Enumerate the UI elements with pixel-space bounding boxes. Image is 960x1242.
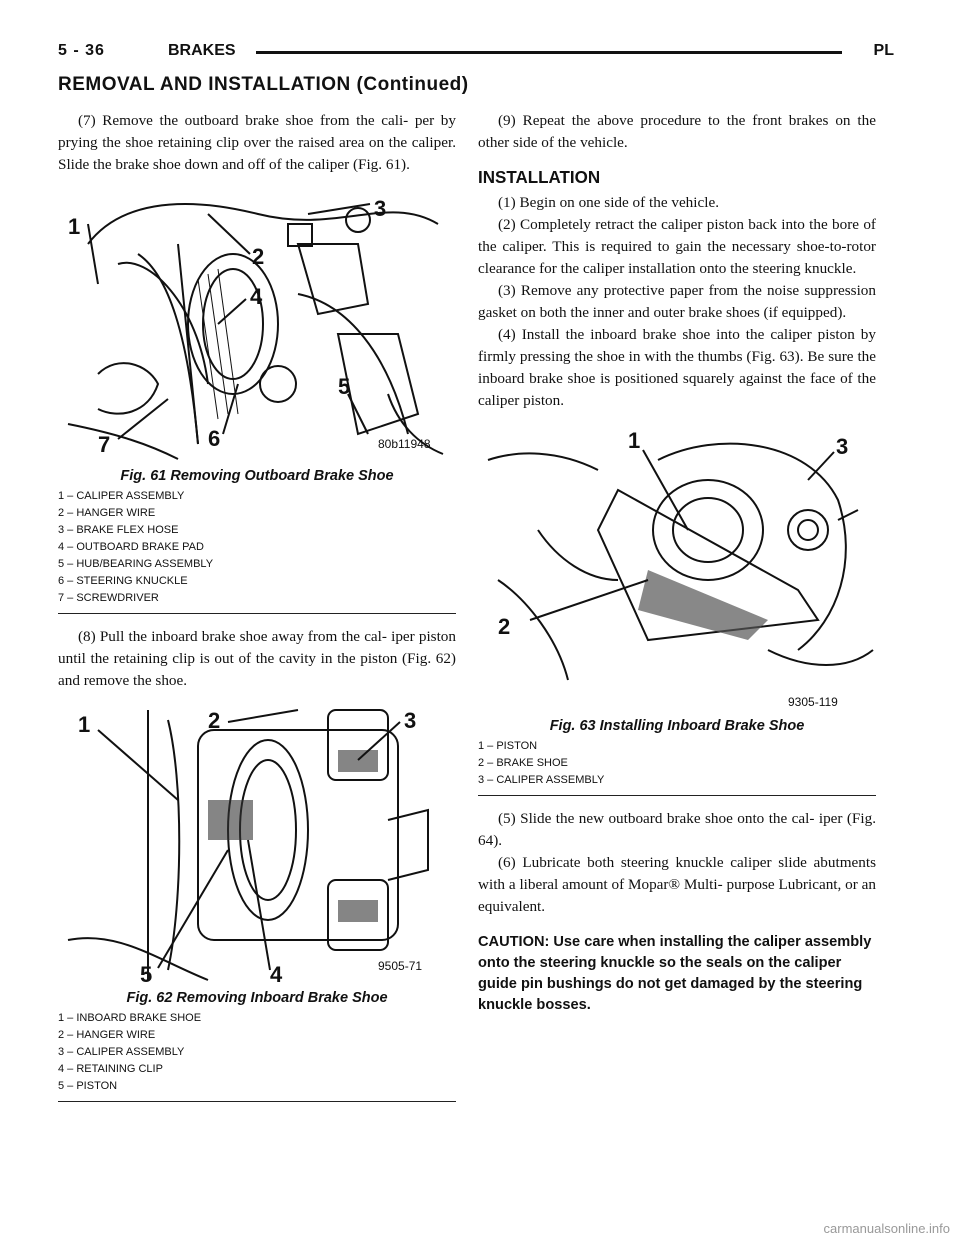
fig62-id: 9505-71 bbox=[378, 959, 423, 973]
install-step-1: (1) Begin on one side of the vehicle. bbox=[498, 194, 719, 211]
legend-item: 1 – PISTON bbox=[478, 740, 538, 752]
fig63-legend bbox=[478, 738, 876, 796]
legend-item: 5 – PISTON bbox=[58, 1080, 118, 1092]
legend-item: 4 – OUTBOARD BRAKE PAD bbox=[58, 541, 204, 553]
model-code: PL bbox=[873, 42, 894, 59]
step-9: (9) Repeat the above procedure to the front brakes on the other side of the vehicle. bbox=[478, 112, 876, 151]
legend-item: 4 – RETAINING CLIP bbox=[58, 1063, 163, 1075]
fig61-callout-3: 3 bbox=[374, 196, 387, 221]
fig63-illustration bbox=[478, 420, 876, 714]
fig61-callout-7: 7 bbox=[98, 432, 111, 457]
install-step-5: (5) Slide the new outboard brake shoe onto the cal- iper (Fig. 64). bbox=[478, 810, 876, 849]
page-number: 5 - 36 bbox=[58, 42, 105, 59]
section-subtitle: REMOVAL AND INSTALLATION (Continued) bbox=[58, 74, 469, 95]
figure-63 bbox=[478, 420, 876, 796]
watermark: carmanualsonline.info bbox=[823, 1221, 950, 1236]
header-rule bbox=[256, 51, 842, 54]
fig62-callout-3: 3 bbox=[404, 708, 417, 733]
step-7: (7) Remove the outboard brake shoe from the cali- per by prying the shoe retaining clip over the raised area on the caliper. Slide the brake shoe down and off of the caliper (Fig. 61). bbox=[58, 112, 456, 173]
fig61-legend bbox=[58, 488, 456, 614]
legend-item: 2 – HANGER WIRE bbox=[58, 1029, 156, 1041]
fig61-illustration bbox=[58, 184, 456, 464]
install-step-6: (6) Lubricate both steering knuckle caliper slide abutments with a liberal amount of Mopar® Multi- purpose Lubricant, or an equivalent. bbox=[478, 854, 876, 915]
fig61-caption: Fig. 61 Removing Outboard Brake Shoe bbox=[120, 468, 394, 484]
fig62-callout-1: 1 bbox=[78, 712, 91, 737]
fig61-callout-5: 5 bbox=[338, 374, 351, 399]
fig61-callout-1: 1 bbox=[68, 214, 81, 239]
fig62-callout-5: 5 bbox=[140, 962, 153, 986]
legend-item: 3 – BRAKE FLEX HOSE bbox=[58, 524, 179, 536]
legend-item: 2 – HANGER WIRE bbox=[58, 507, 156, 519]
legend-item: 5 – HUB/BEARING ASSEMBLY bbox=[58, 558, 214, 570]
legend-item: 7 – SCREWDRIVER bbox=[58, 592, 159, 604]
install-step-4: (4) Install the inboard brake shoe into the caliper piston by firmly pressing the shoe in with the thumbs (Fig. 63). Be sure the inboard brake shoe is positioned squarely against the face of the caliper piston. bbox=[478, 326, 876, 409]
fig62-callout-2: 2 bbox=[208, 708, 221, 733]
fig61-callout-4: 4 bbox=[250, 284, 263, 309]
install-step-2: (2) Completely retract the caliper piston back into the bore of the caliper. This is required to gain the necessary shoe-to-rotor clearance for the caliper installation onto the steering knuckle. bbox=[478, 216, 876, 277]
fig63-callout-1: 1 bbox=[628, 428, 641, 453]
fig63-callout-3: 2 bbox=[498, 614, 511, 639]
installation-heading: INSTALLATION bbox=[478, 167, 601, 188]
legend-item: 1 – CALIPER ASSEMBLY bbox=[58, 490, 185, 502]
fig62-caption: Fig. 62 Removing Inboard Brake Shoe bbox=[126, 990, 388, 1006]
legend-item: 1 – INBOARD BRAKE SHOE bbox=[58, 1012, 202, 1024]
fig63-callout-2: 3 bbox=[836, 434, 849, 459]
section-title: BRAKES bbox=[168, 42, 236, 59]
caution-note: CAUTION: Use care when installing the caliper assembly onto the steering knuckle so the seals on the caliper guide pin bushings do not get damaged by the steering knuckle bosses. bbox=[478, 934, 872, 1013]
legend-item: 6 – STEERING KNUCKLE bbox=[58, 575, 188, 587]
step-8: (8) Pull the inboard brake shoe away from the cal- iper piston until the retaining clip is out of the cavity in the piston (Fig. 62) and remove the shoe. bbox=[58, 628, 456, 689]
fig61-callout-2: 2 bbox=[252, 244, 265, 269]
fig63-id: 9305-119 bbox=[788, 695, 838, 709]
fig62-illustration bbox=[58, 700, 456, 986]
install-step-3: (3) Remove any protective paper from the noise suppression gasket on both the inner and outer brake shoes (if equipped). bbox=[478, 282, 876, 321]
fig63-caption: Fig. 63 Installing Inboard Brake Shoe bbox=[549, 718, 805, 734]
right-column bbox=[478, 110, 876, 1016]
fig61-callout-6: 6 bbox=[208, 426, 221, 451]
page-header bbox=[58, 42, 894, 64]
figure-61 bbox=[58, 184, 456, 614]
left-column bbox=[58, 110, 456, 1102]
fig61-id: 80b11948 bbox=[378, 437, 431, 451]
legend-item: 3 – CALIPER ASSEMBLY bbox=[58, 1046, 185, 1058]
fig62-callout-4: 4 bbox=[270, 962, 283, 986]
legend-item: 3 – CALIPER ASSEMBLY bbox=[478, 774, 605, 786]
legend-item: 2 – BRAKE SHOE bbox=[478, 757, 568, 769]
fig62-legend bbox=[58, 1010, 456, 1102]
figure-62 bbox=[58, 700, 456, 1102]
